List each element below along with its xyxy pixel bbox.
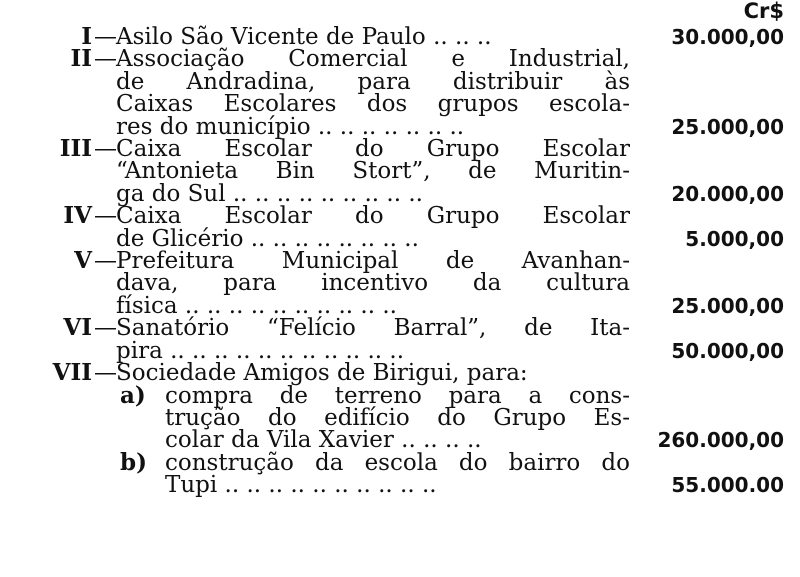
sub-list-item xyxy=(0,448,800,499)
item-line: ga do Sul .. .. .. .. .. .. .. .. .. xyxy=(116,180,423,207)
item-line: Prefeitura Municipal de Avanhan- xyxy=(116,248,630,275)
item-text xyxy=(116,26,630,48)
sub-list-item xyxy=(0,381,800,454)
item-text xyxy=(116,205,630,250)
item-number: IV xyxy=(63,202,92,230)
item-dash: — xyxy=(94,248,117,275)
item-line: Tupi .. .. .. .. .. .. .. .. .. .. xyxy=(165,472,437,499)
item-amount: 25.000,00 xyxy=(671,114,784,139)
item-dash: — xyxy=(94,203,117,230)
list-item xyxy=(0,23,800,50)
item-dash: — xyxy=(94,360,117,387)
item-amount: 50.000,00 xyxy=(671,338,784,363)
item-line: Caixa Escolar do Grupo Escolar xyxy=(116,203,630,230)
item-text xyxy=(116,250,630,317)
list-item xyxy=(0,314,800,364)
item-number: VII xyxy=(52,359,92,387)
item-line: Caixa Escolar do Grupo Escolar xyxy=(116,136,630,163)
subitem-letter: b) xyxy=(120,448,147,476)
currency-header: Cr$ xyxy=(743,0,784,23)
item-line: de Glicério .. .. .. .. .. .. .. .. xyxy=(116,225,419,252)
item-text xyxy=(116,360,630,387)
subitem-text xyxy=(165,449,630,499)
item-amount: 20.000,00 xyxy=(671,181,784,206)
item-line: dava, para incentivo da cultura xyxy=(116,270,630,297)
item-text xyxy=(116,138,630,205)
item-dash: — xyxy=(94,315,117,342)
item-line: Sociedade Amigos de Birigui, para: xyxy=(116,360,528,387)
item-number: VI xyxy=(63,314,92,342)
item-amount: 25.000,00 xyxy=(671,293,784,318)
item-line: Associação Comercial e Industrial, xyxy=(116,46,630,73)
item-line: pira .. .. .. .. .. .. .. .. .. .. .. xyxy=(116,337,405,364)
item-line: Asilo São Vicente de Paulo .. .. .. xyxy=(116,24,492,50)
item-number: I xyxy=(81,23,92,50)
item-number: V xyxy=(74,247,92,275)
item-line: trução do edifício do Grupo Es- xyxy=(165,404,630,431)
item-text xyxy=(116,48,630,138)
item-dash: — xyxy=(94,24,117,50)
list-item xyxy=(0,247,800,319)
subitem-text xyxy=(165,382,630,454)
item-amount: 55.000.00 xyxy=(671,473,784,498)
item-line: Sanatório “Felício Barral”, de Ita- xyxy=(116,315,630,342)
item-line: compra de terreno para a cons- xyxy=(165,382,630,409)
item-line: “Antonieta Bin Stort”, de Muritin- xyxy=(116,158,630,185)
item-line: física .. .. .. .. .. .. .. .. .. .. xyxy=(116,292,397,319)
item-line: colar da Vila Xavier .. .. .. .. xyxy=(165,427,482,454)
item-line: construção da escola do bairro do xyxy=(165,449,630,476)
item-line: de Andradina, para distribuir às xyxy=(116,68,630,95)
item-number: III xyxy=(59,135,92,163)
item-amount: 5.000,00 xyxy=(685,226,784,251)
list-item xyxy=(0,135,800,207)
subitem-letter: a) xyxy=(120,381,146,409)
item-dash: — xyxy=(94,46,117,73)
item-amount: 30.000,00 xyxy=(671,25,784,49)
list-item xyxy=(0,45,800,140)
appropriations-list xyxy=(0,23,800,499)
item-dash: — xyxy=(94,136,117,163)
item-line: res do município .. .. .. .. .. .. .. xyxy=(116,113,465,140)
item-line: Caixas Escolares dos grupos escola- xyxy=(116,91,630,118)
item-amount: 260.000,00 xyxy=(657,428,784,453)
item-number: II xyxy=(70,45,92,73)
item-text xyxy=(116,317,630,362)
list-item xyxy=(0,202,800,252)
